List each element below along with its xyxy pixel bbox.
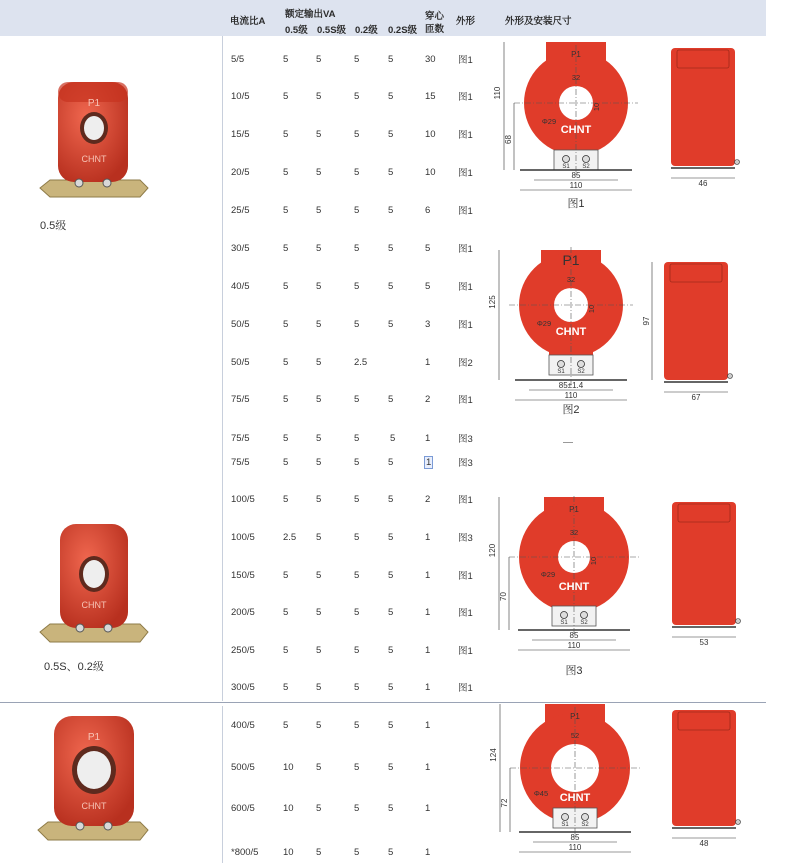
terminal-s2-label: S2 bbox=[577, 369, 585, 375]
cell-c: 5 bbox=[354, 319, 360, 330]
dim-center-height: 70 bbox=[499, 592, 508, 601]
drawing-p1-label: P1 bbox=[571, 50, 581, 59]
cell-turns: 1 bbox=[425, 433, 431, 444]
cell-turns: 1 bbox=[425, 570, 431, 581]
cell-b: 5 bbox=[316, 720, 322, 731]
cell-d: 5 bbox=[388, 243, 394, 254]
cell-c: 5 bbox=[354, 433, 360, 444]
cell-fig: 图1 bbox=[458, 495, 473, 506]
cell-b: 5 bbox=[316, 319, 322, 330]
drawing-brand-label: CHNT bbox=[555, 326, 587, 338]
cell-b: 5 bbox=[316, 243, 322, 254]
cell-b: 5 bbox=[316, 457, 322, 468]
dim-total-height: 120 bbox=[488, 543, 497, 558]
cell-b: 5 bbox=[316, 645, 322, 656]
product-p1-label: P1 bbox=[87, 732, 101, 743]
cell-a: 5 bbox=[283, 570, 289, 581]
dim-total-height: 124 bbox=[489, 748, 498, 762]
cell-c: 5 bbox=[354, 243, 360, 254]
cell-a: 5 bbox=[283, 281, 289, 292]
dim-hole-diameter: Φ45 bbox=[533, 789, 549, 798]
dim-center-height: 72 bbox=[500, 798, 509, 808]
cell-turns: 1 bbox=[425, 357, 431, 368]
cell-a: 5 bbox=[283, 129, 289, 140]
cell-ratio: 30/5 bbox=[231, 243, 250, 254]
cell-ratio: 300/5 bbox=[231, 682, 255, 693]
cell-b: 5 bbox=[316, 129, 322, 140]
header-grade-05: 0.5级 bbox=[285, 25, 308, 36]
cell-b: 5 bbox=[316, 281, 322, 292]
cell-d: 5 bbox=[388, 803, 394, 814]
cell-a: 5 bbox=[283, 54, 289, 65]
cell-turns: 1 bbox=[425, 607, 431, 618]
cell-b: 5 bbox=[316, 607, 322, 618]
cell-ratio: 100/5 bbox=[231, 532, 255, 543]
cell-fig: 图1 bbox=[458, 206, 473, 217]
grade-label-1: 0.5级 bbox=[40, 220, 67, 232]
cell-c: 5 bbox=[354, 394, 360, 405]
product-brand-label: CHNT bbox=[81, 600, 107, 610]
figure-caption: 图1 bbox=[567, 198, 585, 210]
cell-d: 5 bbox=[390, 433, 396, 444]
cell-turns: 1 bbox=[425, 762, 431, 773]
cell-b: 5 bbox=[316, 570, 322, 581]
cell-c: 5 bbox=[354, 682, 360, 693]
cell-a: 5 bbox=[283, 433, 289, 444]
cell-ratio: 25/5 bbox=[231, 205, 250, 216]
cell-fig: 图1 bbox=[458, 130, 473, 141]
cell-c: 5 bbox=[354, 281, 360, 292]
cell-fig: 图1 bbox=[458, 244, 473, 255]
dim-side-height: 97 bbox=[642, 316, 651, 326]
figure-caption: 图3 bbox=[565, 665, 583, 677]
drawing-p1-label: P1 bbox=[569, 505, 579, 514]
cell-turns: 2 bbox=[425, 394, 431, 405]
cell-turns: 2 bbox=[425, 494, 431, 505]
cell-d: 5 bbox=[388, 205, 394, 216]
cell-ratio: 50/5 bbox=[231, 319, 250, 330]
cell-b: 5 bbox=[316, 205, 322, 216]
dim-side-width: 67 bbox=[691, 393, 701, 402]
terminal-s1-label: S1 bbox=[562, 164, 570, 170]
cell-c: 5 bbox=[354, 532, 360, 543]
cell-d: 5 bbox=[388, 570, 394, 581]
product-p1-label: P1 bbox=[87, 98, 101, 109]
cell-fig: 图1 bbox=[458, 320, 473, 331]
dim-base-inner: 85±1.4 bbox=[558, 381, 584, 390]
cell-ratio: 20/5 bbox=[231, 167, 250, 178]
cell-d: 5 bbox=[388, 682, 394, 693]
cell-ratio: 150/5 bbox=[231, 570, 255, 581]
cell-ratio: 15/5 bbox=[231, 129, 250, 140]
cell-ratio: 50/5 bbox=[231, 357, 250, 368]
cell-fig: 图1 bbox=[458, 646, 473, 657]
cell-turns: 1 bbox=[425, 803, 431, 814]
cell-ratio: 200/5 bbox=[231, 607, 255, 618]
dim-hole-diameter: Φ29 bbox=[541, 117, 557, 126]
cell-fig: 图3 bbox=[458, 458, 473, 469]
dim-base-inner: 85 bbox=[569, 631, 579, 640]
dim-total-height: 125 bbox=[488, 295, 497, 309]
cell-fig: 图3 bbox=[458, 434, 473, 445]
cell-d: 5 bbox=[388, 645, 394, 656]
cell-fig: 图1 bbox=[458, 168, 473, 179]
dim-side-width: 48 bbox=[699, 839, 709, 848]
cell-c: 5 bbox=[354, 167, 360, 178]
drawing-p1-label: P1 bbox=[562, 252, 580, 268]
cell-b: 5 bbox=[316, 762, 322, 773]
terminal-s2-label: S2 bbox=[582, 164, 590, 170]
cell-b: 5 bbox=[316, 357, 322, 368]
cell-turns: 6 bbox=[425, 205, 431, 216]
cell-turns: 1 bbox=[425, 720, 431, 731]
terminal-s2-label: S2 bbox=[580, 620, 588, 626]
cell-ratio: 5/5 bbox=[231, 54, 245, 65]
dim-radius: 10 bbox=[587, 304, 596, 314]
cell-turns: 1 bbox=[425, 645, 431, 656]
cell-d: 5 bbox=[388, 319, 394, 330]
cell-ratio: 75/5 bbox=[231, 457, 250, 468]
cell-turns: 10 bbox=[425, 167, 436, 178]
cell-a: 5 bbox=[283, 720, 289, 731]
dim-center-height: 68 bbox=[504, 135, 513, 144]
cell-a: 5 bbox=[283, 319, 289, 330]
header-output: 额定输出VA bbox=[285, 9, 336, 20]
terminal-s2-label: S2 bbox=[581, 822, 589, 828]
cell-a: 5 bbox=[283, 645, 289, 656]
cell-a: 5 bbox=[283, 607, 289, 618]
cell-fig: 图1 bbox=[458, 608, 473, 619]
cell-ratio: 400/5 bbox=[231, 720, 255, 731]
cell-b: 5 bbox=[316, 847, 322, 858]
cell-b: 5 bbox=[316, 682, 322, 693]
cell-b: 5 bbox=[316, 433, 322, 444]
cell-d: 5 bbox=[388, 847, 394, 858]
cell-fig: 图1 bbox=[458, 282, 473, 293]
cell-ratio: *800/5 bbox=[231, 847, 259, 858]
header-shape: 外形 bbox=[456, 16, 476, 27]
cell-a: 10 bbox=[283, 762, 294, 773]
cell-ratio: 250/5 bbox=[231, 645, 255, 656]
dim-base-outer: 110 bbox=[564, 391, 578, 400]
grade-label-2: 0.5S、0.2级 bbox=[44, 661, 104, 673]
product-brand-label: CHNT bbox=[81, 154, 107, 164]
header-turns-1: 穿心 bbox=[425, 11, 445, 22]
cell-c: 5 bbox=[354, 91, 360, 102]
dim-base-inner: 85 bbox=[571, 171, 581, 180]
cell-turns: 1 bbox=[425, 682, 431, 693]
cell-d: 5 bbox=[388, 720, 394, 731]
figure-caption: 图2 bbox=[562, 404, 580, 416]
cell-ratio: 40/5 bbox=[231, 281, 250, 292]
cell-fig: 图2 bbox=[458, 358, 473, 369]
terminal-s1-label: S1 bbox=[560, 620, 568, 626]
drawing-brand-label: CHNT bbox=[560, 124, 592, 136]
drawing-p1-label: P1 bbox=[570, 712, 580, 721]
drawing-figure bbox=[488, 496, 741, 677]
cell-d: 5 bbox=[388, 394, 394, 405]
cell-d: 5 bbox=[388, 91, 394, 102]
dim-side-width: 46 bbox=[698, 179, 708, 188]
cell-ratio: 500/5 bbox=[231, 762, 255, 773]
dim-radius: 10 bbox=[589, 556, 598, 566]
cell-a: 5 bbox=[283, 91, 289, 102]
cell-d: 5 bbox=[388, 457, 394, 468]
dim-total-height: 110 bbox=[493, 86, 502, 100]
cell-d: 5 bbox=[388, 129, 394, 140]
cell-fig: 图1 bbox=[458, 571, 473, 582]
cell-fig: 图1 bbox=[458, 92, 473, 103]
cell-a: 5 bbox=[283, 394, 289, 405]
cell-turns: 1 bbox=[425, 532, 431, 543]
cell-a: 5 bbox=[283, 494, 289, 505]
cell-fig: 图3 bbox=[458, 533, 473, 544]
cell-d: 5 bbox=[388, 54, 394, 65]
terminal-s1-label: S1 bbox=[561, 822, 569, 828]
cell-b: 5 bbox=[316, 394, 322, 405]
cell-c: 5 bbox=[354, 607, 360, 618]
cell-turns: 15 bbox=[425, 91, 436, 102]
cell-d: 5 bbox=[388, 281, 394, 292]
cell-c: 5 bbox=[354, 129, 360, 140]
dim-hole-width: 32 bbox=[569, 528, 579, 537]
header-ratio: 电流比A bbox=[230, 16, 266, 27]
cell-ratio: 100/5 bbox=[231, 494, 255, 505]
cell-a: 5 bbox=[283, 167, 289, 178]
cell-c: 5 bbox=[354, 645, 360, 656]
cell-fig: 图1 bbox=[458, 55, 473, 66]
cell-c: 2.5 bbox=[354, 357, 368, 368]
product-brand-label: CHNT bbox=[81, 801, 107, 811]
dim-base-inner: 85 bbox=[570, 833, 580, 842]
cell-b: 5 bbox=[316, 91, 322, 102]
cell-a: 2.5 bbox=[283, 532, 297, 543]
drawing-figure bbox=[488, 247, 733, 416]
cell-c: 5 bbox=[354, 457, 360, 468]
cell-a: 10 bbox=[283, 847, 294, 858]
cell-ratio: 75/5 bbox=[231, 394, 250, 405]
cell-fig: 图1 bbox=[458, 395, 473, 406]
cell-a: 5 bbox=[283, 457, 289, 468]
cell-a: 5 bbox=[283, 243, 289, 254]
cell-d: 5 bbox=[388, 607, 394, 618]
dim-base-outer: 110 bbox=[567, 641, 581, 650]
terminal-s1-label: S1 bbox=[557, 369, 565, 375]
cell-ratio: 75/5 bbox=[231, 433, 250, 444]
cell-c: 5 bbox=[354, 494, 360, 505]
cell-a: 10 bbox=[283, 803, 294, 814]
drawing-figure bbox=[489, 704, 741, 852]
cell-ratio: 10/5 bbox=[231, 91, 250, 102]
dim-side-width: 53 bbox=[699, 638, 709, 647]
dim-hole-diameter: Φ29 bbox=[536, 319, 552, 328]
cell-fig: 图1 bbox=[458, 683, 473, 694]
cell-turns: 30 bbox=[425, 54, 436, 65]
cell-turns: 1 bbox=[425, 847, 431, 858]
cell-b: 5 bbox=[316, 532, 322, 543]
cell-c: 5 bbox=[354, 205, 360, 216]
drawing-brand-label: CHNT bbox=[559, 792, 591, 804]
cell-c: 5 bbox=[354, 803, 360, 814]
cell-b: 5 bbox=[316, 803, 322, 814]
cell-c: 5 bbox=[354, 54, 360, 65]
dim-base-outer: 110 bbox=[569, 181, 583, 190]
cell-d: 5 bbox=[388, 762, 394, 773]
cell-a: 5 bbox=[283, 682, 289, 693]
cell-c: 5 bbox=[354, 720, 360, 731]
dim-hole-width: 32 bbox=[566, 275, 576, 284]
cell-turns: 10 bbox=[425, 129, 436, 140]
dim-base-outer: 110 bbox=[568, 843, 582, 852]
dim-hole-width: 52 bbox=[570, 731, 580, 740]
header-grade-02: 0.2级 bbox=[355, 25, 378, 36]
cell-turns: 5 bbox=[425, 281, 431, 292]
cell-a: 5 bbox=[283, 205, 289, 216]
cell-c: 5 bbox=[354, 570, 360, 581]
cell-d: 5 bbox=[388, 532, 394, 543]
drawing-figure bbox=[493, 42, 740, 210]
header-grade-05s: 0.5S级 bbox=[317, 25, 347, 36]
cell-b: 5 bbox=[316, 54, 322, 65]
header-grade-02s: 0.2S级 bbox=[388, 25, 418, 36]
header-turns-2: 匝数 bbox=[425, 24, 445, 35]
header-dims: 外形及安装尺寸 bbox=[505, 16, 572, 27]
dim-hole-width: 32 bbox=[571, 73, 581, 82]
cell-a: 5 bbox=[283, 357, 289, 368]
cell-d: 5 bbox=[388, 167, 394, 178]
dim-radius: 10 bbox=[592, 102, 601, 112]
cell-turns: 1 bbox=[426, 457, 432, 468]
cell-turns: 3 bbox=[425, 319, 431, 330]
drawing-brand-label: CHNT bbox=[558, 581, 590, 593]
cell-turns: 5 bbox=[425, 243, 431, 254]
cell-d: 5 bbox=[388, 494, 394, 505]
cell-b: 5 bbox=[316, 167, 322, 178]
cell-b: 5 bbox=[316, 494, 322, 505]
cell-c: 5 bbox=[354, 762, 360, 773]
cell-ratio: 600/5 bbox=[231, 803, 255, 814]
cell-c: 5 bbox=[354, 847, 360, 858]
dim-hole-diameter: Φ29 bbox=[540, 570, 556, 579]
